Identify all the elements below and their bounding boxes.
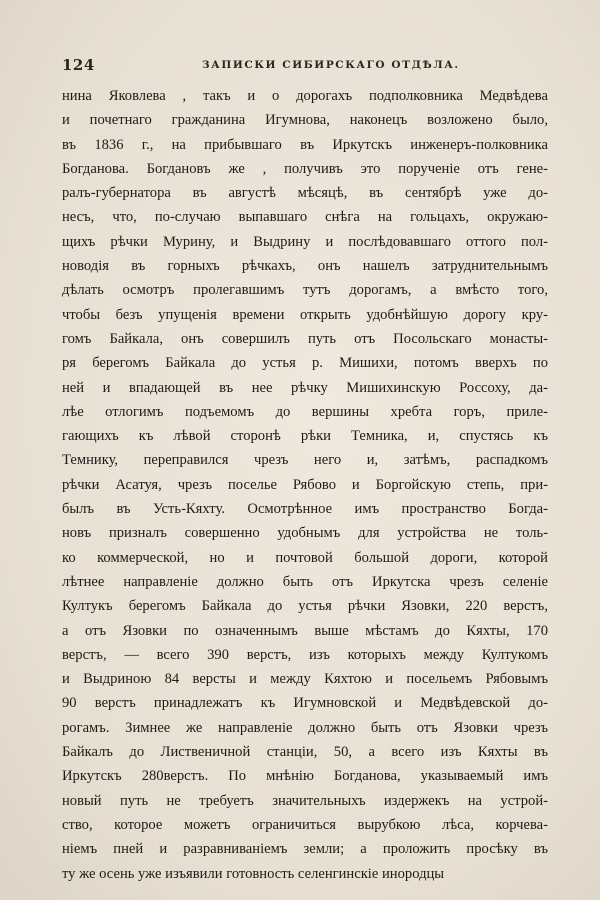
body-text (62, 84, 548, 886)
text-line: рогамъ. Зимнее же направленіе должно быть отъ Язовки чрезъ (62, 719, 548, 736)
text-line: новый путь не требуетъ значительныхъ издержекъ на устрой- (62, 792, 548, 809)
text-line: чтобы безъ упущенія времени открыть удобнѣйшую дорогу кру- (62, 306, 548, 323)
text-line: щихъ рѣчки Мурину, и Выдрину и послѣдовавшаго оттого пол- (62, 233, 548, 250)
text-line: ство, которое можетъ ограничиться вырубкою лѣса, корчева- (62, 816, 548, 833)
text-line: верстъ, — всего 390 верстъ, изъ которыхъ между Култукомъ (62, 646, 548, 663)
running-header (62, 56, 562, 76)
text-line: лѣтнее направленіе должно быть отъ Иркутска чрезъ селеніе (62, 573, 548, 590)
text-line: а отъ Язовки по означеннымъ выше мѣстамъ до Кяхты, 170 (62, 622, 548, 639)
text-line: и почетнаго гражданина Игумнова, наконецъ возложено было, (62, 112, 548, 129)
text-line: ніемъ пней и разравниваніемъ земли; а проложить просѣку въ (62, 841, 548, 858)
text-line: Култукъ берегомъ Байкала до устья рѣчки Язовки, 220 верстъ, (62, 598, 548, 615)
text-line: ко коммерческой, но и почтовой большой дороги, которой (62, 549, 548, 566)
text-line: Иркутскъ 280верстъ. По мнѣнію Богданова, указываемый имъ (62, 768, 548, 785)
text-line: нина Яковлева , такъ и о дорогахъ подполковника Медвѣдева (62, 88, 548, 104)
text-line: несъ, что, по-случаю выпавшаго снѣга на гольцахъ, окружаю- (62, 209, 548, 226)
text-line: лѣе отлогимъ подъемомъ до вершины хребта горъ, приле- (62, 403, 548, 420)
text-line: новодія въ горныхъ рѣчкахъ, онъ нашелъ затруднительнымъ (62, 258, 548, 275)
text-line: новъ призналъ совершенно удобнымъ для устройства не толь- (62, 525, 548, 542)
text-line: дѣлать осмотръ пролегавшимъ тутъ дорогамъ, а вмѣсто того, (62, 282, 548, 299)
text-line: ралъ-губернатора въ августѣ мѣсяцѣ, въ сентябрѣ уже до- (62, 185, 548, 202)
text-line: ря берегомъ Байкала до устья р. Мишихи, потомъ вверхъ по (62, 355, 548, 372)
text-line: 90 верстъ принадлежатъ къ Игумновской и Медвѣдевской до- (62, 695, 548, 712)
running-title: ЗАПИСКИ СИБИРСКАГО ОТДѢЛА. (202, 59, 460, 71)
text-line: Богданова. Богдановъ же , получивъ это порученіе отъ гене- (62, 160, 548, 177)
text-line: былъ въ Усть-Кяхту. Осмотрѣнное имъ пространство Богда- (62, 501, 548, 518)
text-line: въ 1836 г., на прибывшаго въ Иркутскъ инженеръ-полковника (62, 136, 548, 153)
text-line: гомъ Байкала, онъ совершилъ путь отъ Посольскаго монасты- (62, 330, 548, 347)
text-line: и Выдриною 84 версты и между Кяхтою и посельемъ Рябовымъ (62, 671, 548, 688)
text-line: Байкалъ до Лиственичной станціи, 50, а всего изъ Кяхты въ (62, 744, 548, 761)
text-line: ней и впадающей въ нее рѣчку Мишихинскую Россоху, да- (62, 379, 548, 396)
page-number: 124 (62, 56, 95, 74)
text-line: Темнику, переправился чрезъ него и, затѣмъ, распадкомъ (62, 452, 548, 469)
text-line: рѣчки Асатуя, чрезъ поселье Рябово и Боргойскую степь, при- (62, 476, 548, 493)
text-line: гающихъ къ лѣвой сторонѣ рѣки Темника, и, спустясь къ (62, 428, 548, 445)
text-line: ту же осень уже изъявили готовность селенгинскіе инородцы (62, 865, 445, 882)
